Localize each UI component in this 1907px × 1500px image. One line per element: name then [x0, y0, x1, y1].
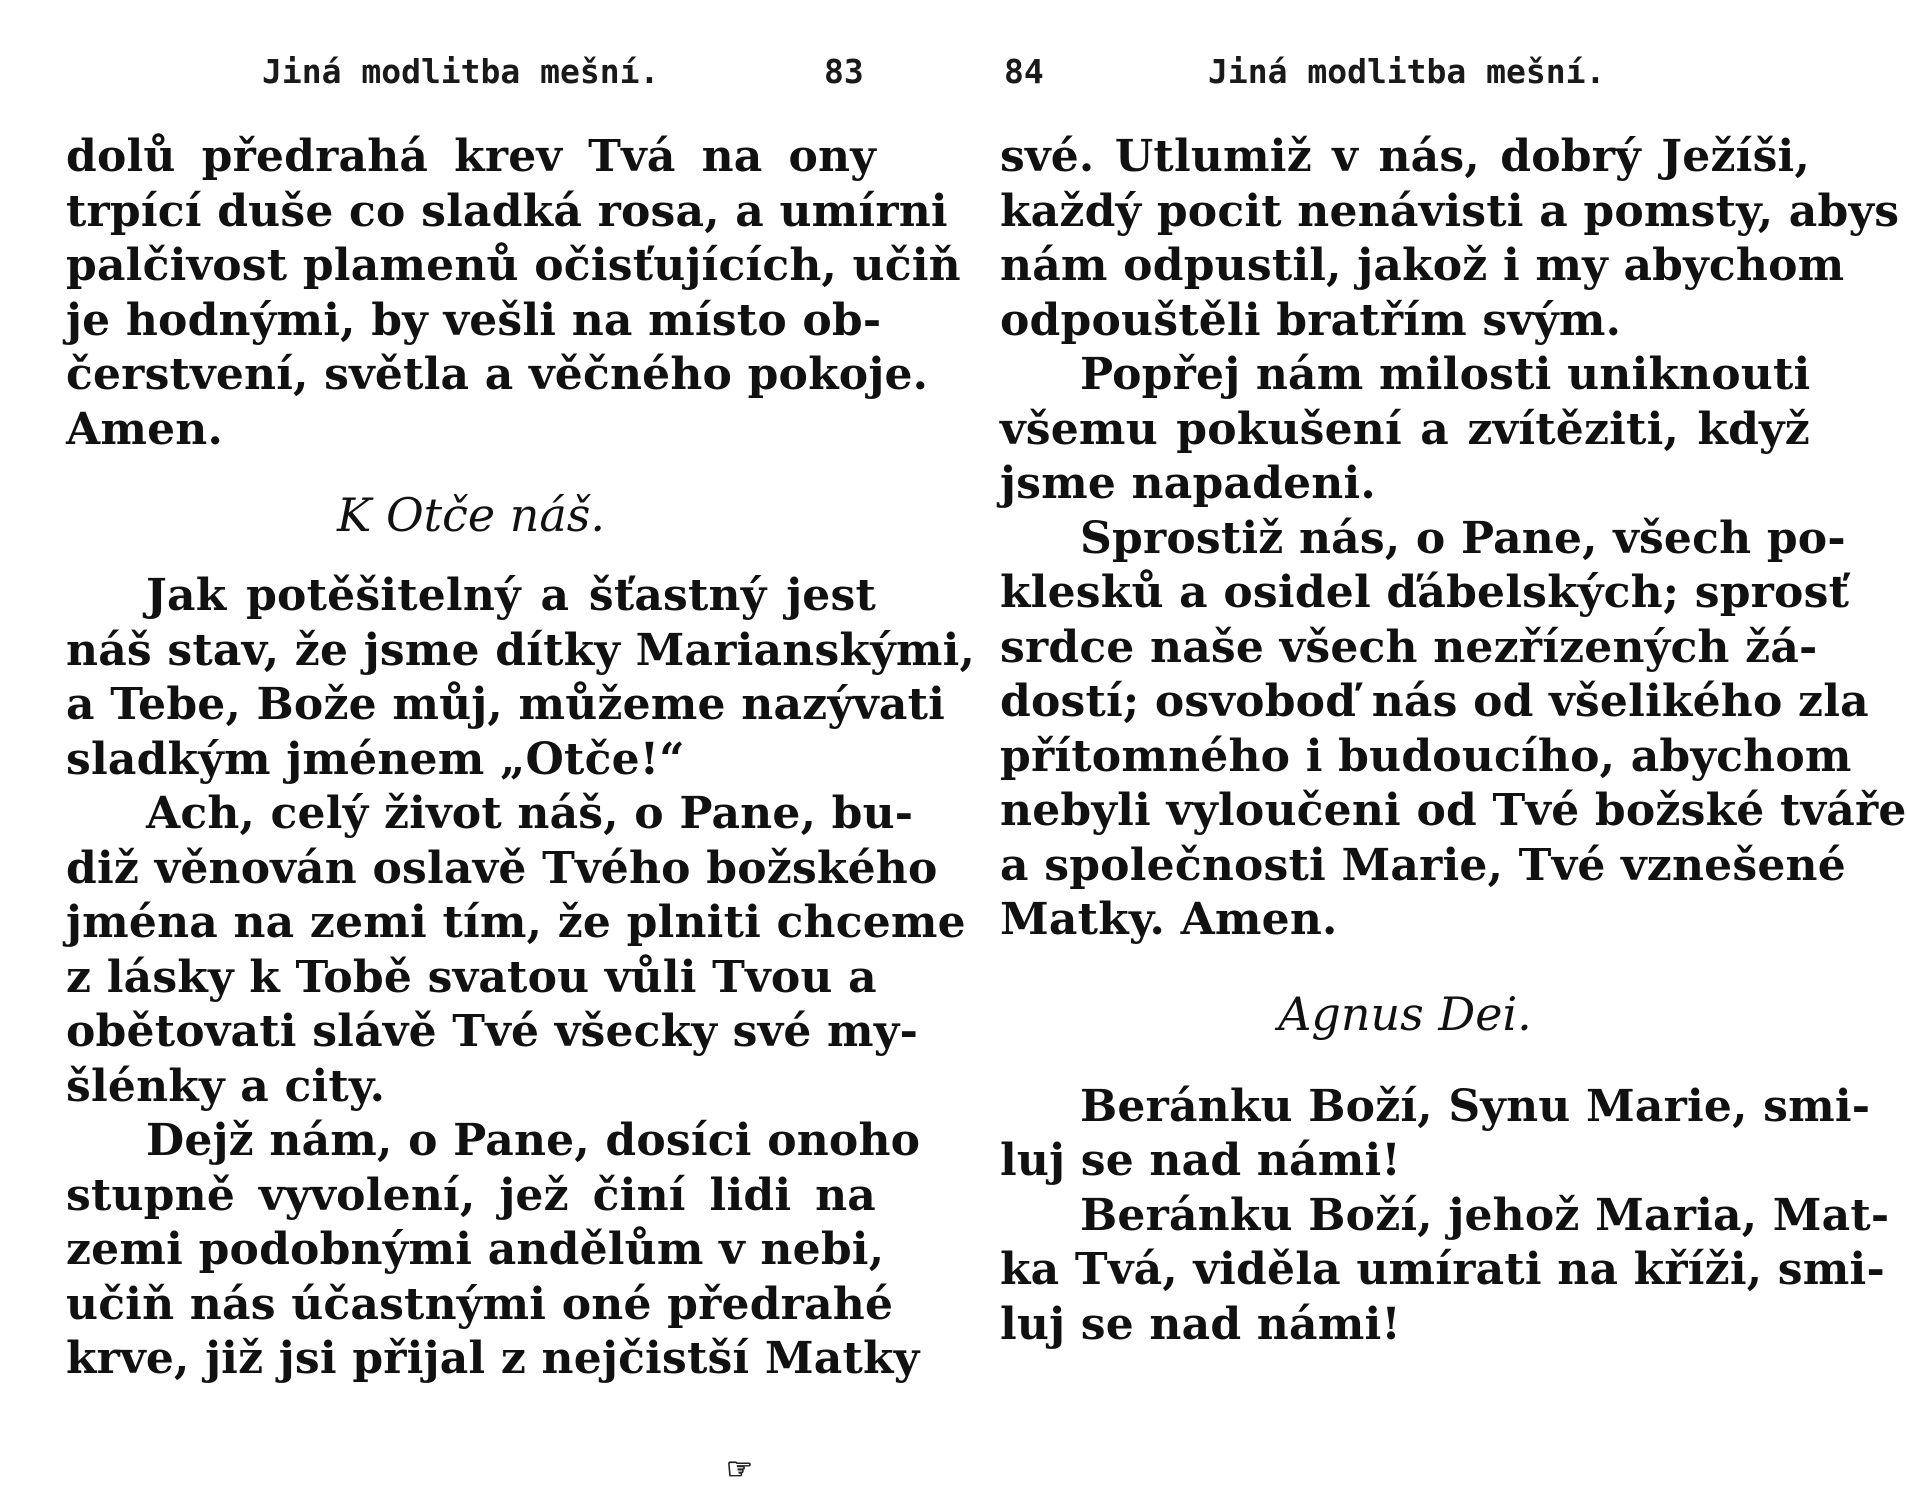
- text-line: náš stav, že jsme dítky Marianskými,: [66, 624, 976, 676]
- paragraph: [1000, 1080, 1871, 1189]
- text-line: Ach, celý život náš, o Pane, bu-: [146, 788, 914, 839]
- right-page-header: [1000, 52, 1810, 96]
- paragraph: [66, 787, 966, 1114]
- text-line: stupně vyvolení, jež činí lidi na: [66, 1169, 876, 1221]
- text-line: šlénky a city.: [66, 1060, 386, 1112]
- section-heading: Agnus Dei.: [1278, 986, 1532, 1041]
- text-line: Beránku Boží, Synu Marie, smi-: [1080, 1080, 1871, 1132]
- text-line: každý pocit nenávisti a pomsty, abys: [1000, 185, 1900, 237]
- running-title: Jiná modlitba mešní.: [1208, 52, 1606, 91]
- text-line: Amen.: [66, 403, 223, 455]
- text-line: odpouštěli bratřím svým.: [1000, 294, 1622, 346]
- text-line: a společnosti Marie, Tvé vznešené: [1000, 839, 1846, 891]
- paragraph: [1000, 512, 1907, 948]
- text-line: všemu pokušení a zvítěziti, když: [1000, 403, 1810, 455]
- text-line: Jak potěšitelný a šťastný jest: [146, 570, 876, 621]
- paragraph: [1000, 1189, 1890, 1353]
- page-number: 84: [1004, 52, 1044, 91]
- text-line: je hodnými, by vešli na místo ob-: [66, 294, 882, 346]
- text-line: Dejž nám, o Pane, dosíci onoho: [146, 1115, 921, 1166]
- paragraph: [66, 569, 976, 787]
- text-line: palčivost plamenů očisťujících, učiň: [66, 240, 961, 291]
- text-line: srdce naše všech nezřízených žá-: [1000, 621, 1818, 673]
- text-line: trpící duše co sladká rosa, a umírni: [66, 185, 948, 237]
- left-page-header: [66, 52, 876, 96]
- text-line: své. Utlumiž v nás, dobrý Ježíši,: [1000, 131, 1810, 182]
- text-line: ka Tvá, viděla umírati na kříži, smi-: [1000, 1244, 1885, 1295]
- text-line: zemi podobnými andělům v nebi,: [66, 1224, 885, 1275]
- text-line: Matky. Amen.: [1000, 894, 1338, 945]
- text-line: diž věnován oslavě Tvého božského: [66, 842, 938, 894]
- text-line: nám odpustil, jakož i my abychom: [1000, 240, 1845, 291]
- text-line: Beránku Boží, jehož Maria, Mat-: [1080, 1189, 1890, 1241]
- right-page: [1000, 0, 1907, 1500]
- text-line: klesků a osidel ďábelských; sprosť: [1000, 567, 1850, 618]
- text-line: luj se nad námi!: [1000, 1135, 1401, 1186]
- text-line: dostí; osvoboď nás od všelikého zla: [1000, 676, 1869, 727]
- paragraph: [1000, 130, 1900, 348]
- running-title: Jiná modlitba mešní.: [262, 52, 660, 91]
- text-line: dolů předrahá krev Tvá na ony: [66, 131, 876, 182]
- catchword-mark: ☞: [726, 1452, 753, 1487]
- text-line: obětovati slávě Tvé všecky své my-: [66, 1006, 919, 1057]
- text-line: a Tebe, Bože můj, můžeme nazývati: [66, 679, 946, 730]
- text-line: z lásky k Tobě svatou vůli Tvou a: [66, 951, 877, 1003]
- text-line: Popřej nám milosti uniknouti: [1080, 349, 1811, 400]
- text-line: učiň nás účastnými oné předrahé: [66, 1278, 894, 1330]
- text-line: sladkým jménem „Otče!“: [66, 733, 685, 785]
- text-line: čerstvení, světla a věčného pokoje.: [66, 349, 929, 400]
- text-line: jsme napadeni.: [1000, 458, 1376, 509]
- text-line: přítomného i budoucího, abychom: [1000, 730, 1852, 782]
- text-line: Sprostiž nás, o Pane, všech po-: [1080, 512, 1846, 564]
- paragraph: [66, 1114, 921, 1387]
- section-heading: K Otče náš.: [336, 488, 606, 542]
- text-line: krve, již jsi přijal z nejčistší Matky: [66, 1333, 920, 1384]
- page-number: 83: [824, 52, 864, 91]
- paragraph: [1000, 348, 1810, 512]
- paragraph: [66, 130, 961, 457]
- left-page: [66, 0, 976, 1500]
- left-page-body: [66, 130, 976, 1387]
- right-page-body: [1000, 130, 1907, 1352]
- text-line: jména na zemi tím, že plniti chceme: [66, 897, 966, 948]
- text-line: luj se nad námi!: [1000, 1298, 1401, 1350]
- text-line: nebyli vyloučeni od Tvé božské tváře: [1000, 785, 1907, 836]
